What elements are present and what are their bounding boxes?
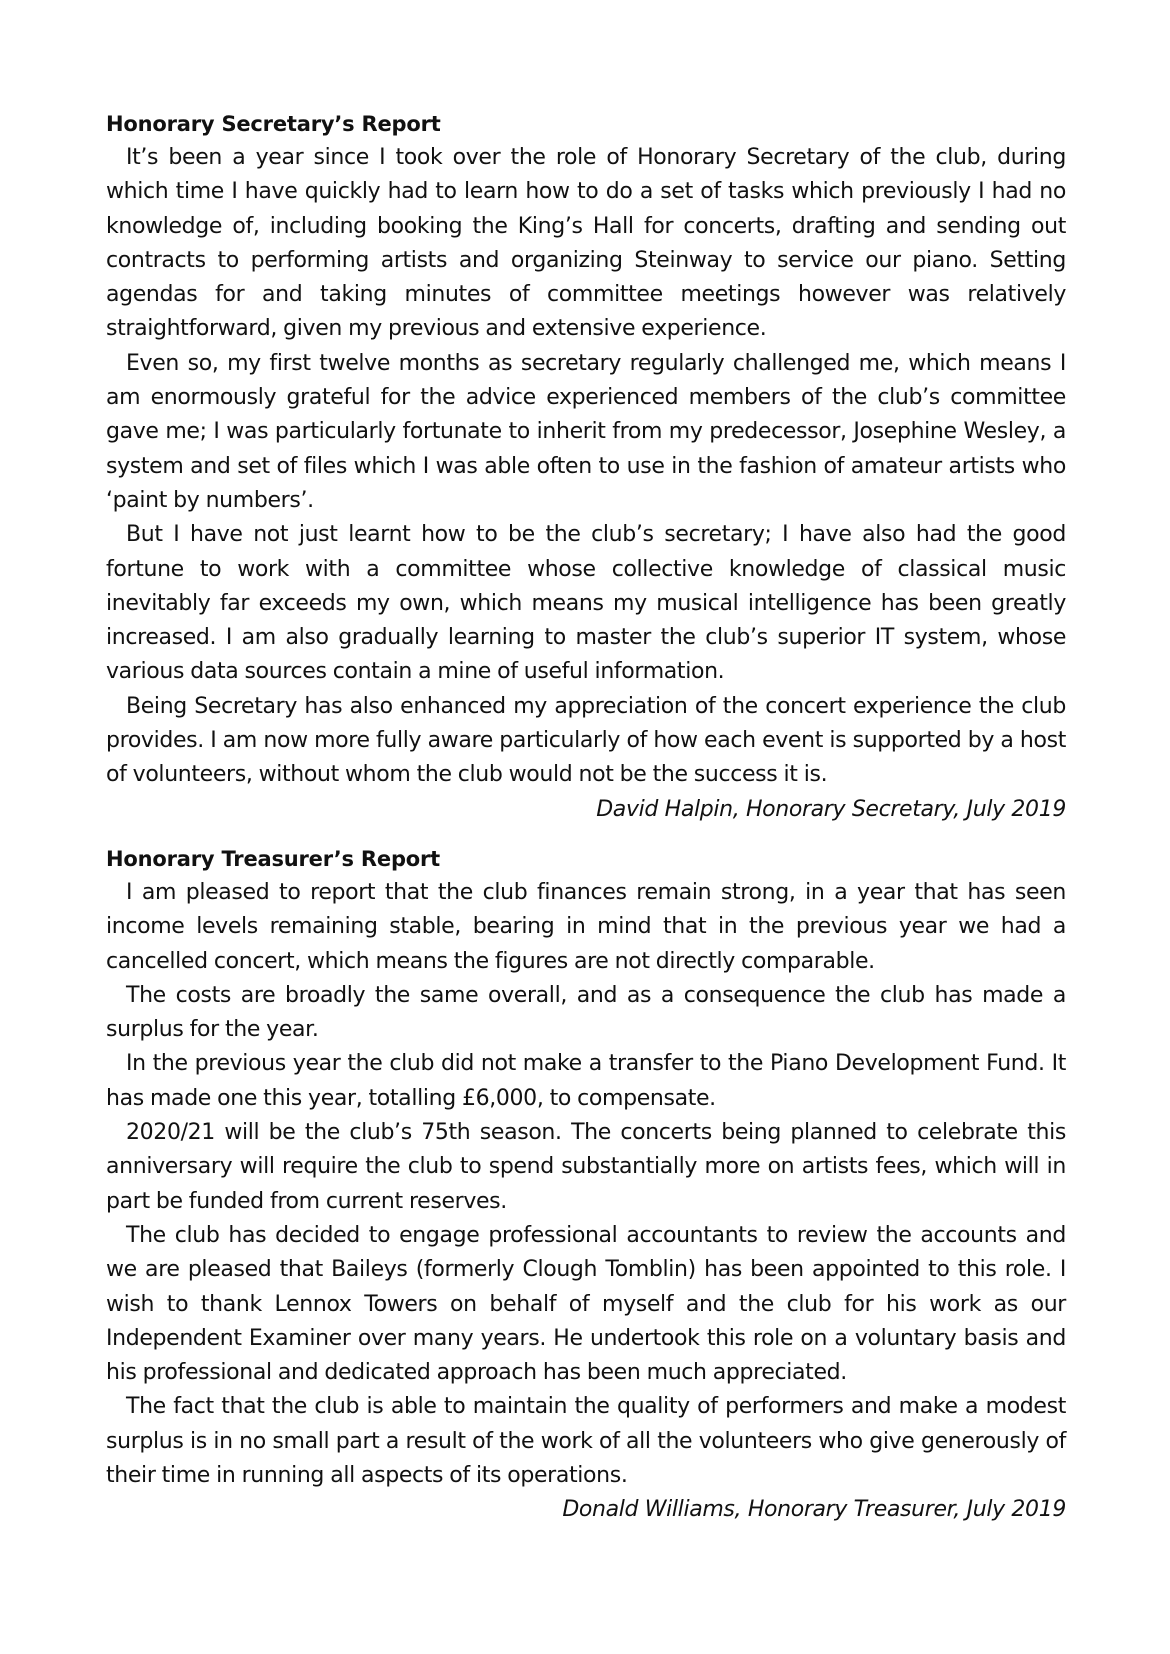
secretary-report-section [106,108,1066,827]
treasurer-report-heading: Honorary Treasurer’s Report [106,846,440,871]
treasurer-paragraph-6: The fact that the club is able to maintain the quality of performers and make a modest surplus is in no small part a result of the work of all the volunteers who give generously of their time in running all aspects of its operations. [106,1394,1066,1488]
treasurer-paragraph-3: In the previous year the club did not make a transfer to the Piano Development Fund. It has made one this year, totalling £6,000, to compensate. [106,1051,1066,1111]
treasurer-report-section [106,843,1066,1528]
secretary-signature: David Halpin, Honorary Secretary, July 2019 [596,796,1066,822]
secretary-paragraph-3: But I have not just learnt how to be the club’s secretary; I have also had the good fortune to work with a committee whose collective knowledge of classical music inevitably far exceeds my own, which means my musical intelligence has been greatly increased. I am also gradually learning to master the club’s superior IT system, whose various data sources contain a mine of useful information. [106,522,1066,685]
secretary-paragraph-4: Being Secretary has also enhanced my appreciation of the concert experience the club provides. I am now more fully aware particularly of how each event is supported by a host of volunteers, without whom the club would not be the success it is. [106,693,1066,788]
treasurer-paragraph-5: The club has decided to engage professional accountants to review the accounts and we are pleased that Baileys (formerly Clough Tomblin) has been appointed to this role. I wish to thank Lennox Towers on behalf of myself and the club for his work as our Independent Examiner over many years. He undertook this role on a voluntary basis and his professional and dedicated approach has been much appreciated. [106,1222,1066,1386]
treasurer-paragraph-1: I am pleased to report that the club finances remain strong, in a year that has seen income levels remaining stable, bearing in mind that in the previous year we had a cancelled concert, which means the figures are not directly comparable. [106,879,1066,974]
secretary-paragraph-1: It’s been a year since I took over the role of Honorary Secretary of the club, during which time I have quickly had to learn how to do a set of tasks which previously I had no knowledge of, including booking the King’s Hall for concerts, drafting and sending out contracts to performing artists and organizing Steinway to service our piano. Setting agendas for and taking minutes of committee meetings however was relatively straightforward, given my previous and extensive experience. [106,145,1066,342]
secretary-paragraph-2: Even so, my first twelve months as secretary regularly challenged me, which means I am enormously grateful for the advice experienced members of the club’s committee gave me; I was particularly fortunate to inherit from my predecessor, Josephine Wesley, a system and set of files which I was able often to use in the fashion of amateur artists who ‘paint by numbers’. [106,350,1066,513]
secretary-report-heading: Honorary Secretary’s Report [106,112,441,136]
treasurer-signature: Donald Williams, Honorary Treasurer, July 2019 [562,1497,1066,1523]
treasurer-paragraph-4: 2020/21 will be the club’s 75th season. The concerts being planned to celebrate this anniversary will require the club to spend substantially more on artists fees, which will in part be funded from current reserves. [106,1120,1066,1214]
treasurer-paragraph-2: The costs are broadly the same overall, and as a consequence the club has made a surplus for the year. [106,982,1066,1043]
document-page [106,108,1066,1528]
